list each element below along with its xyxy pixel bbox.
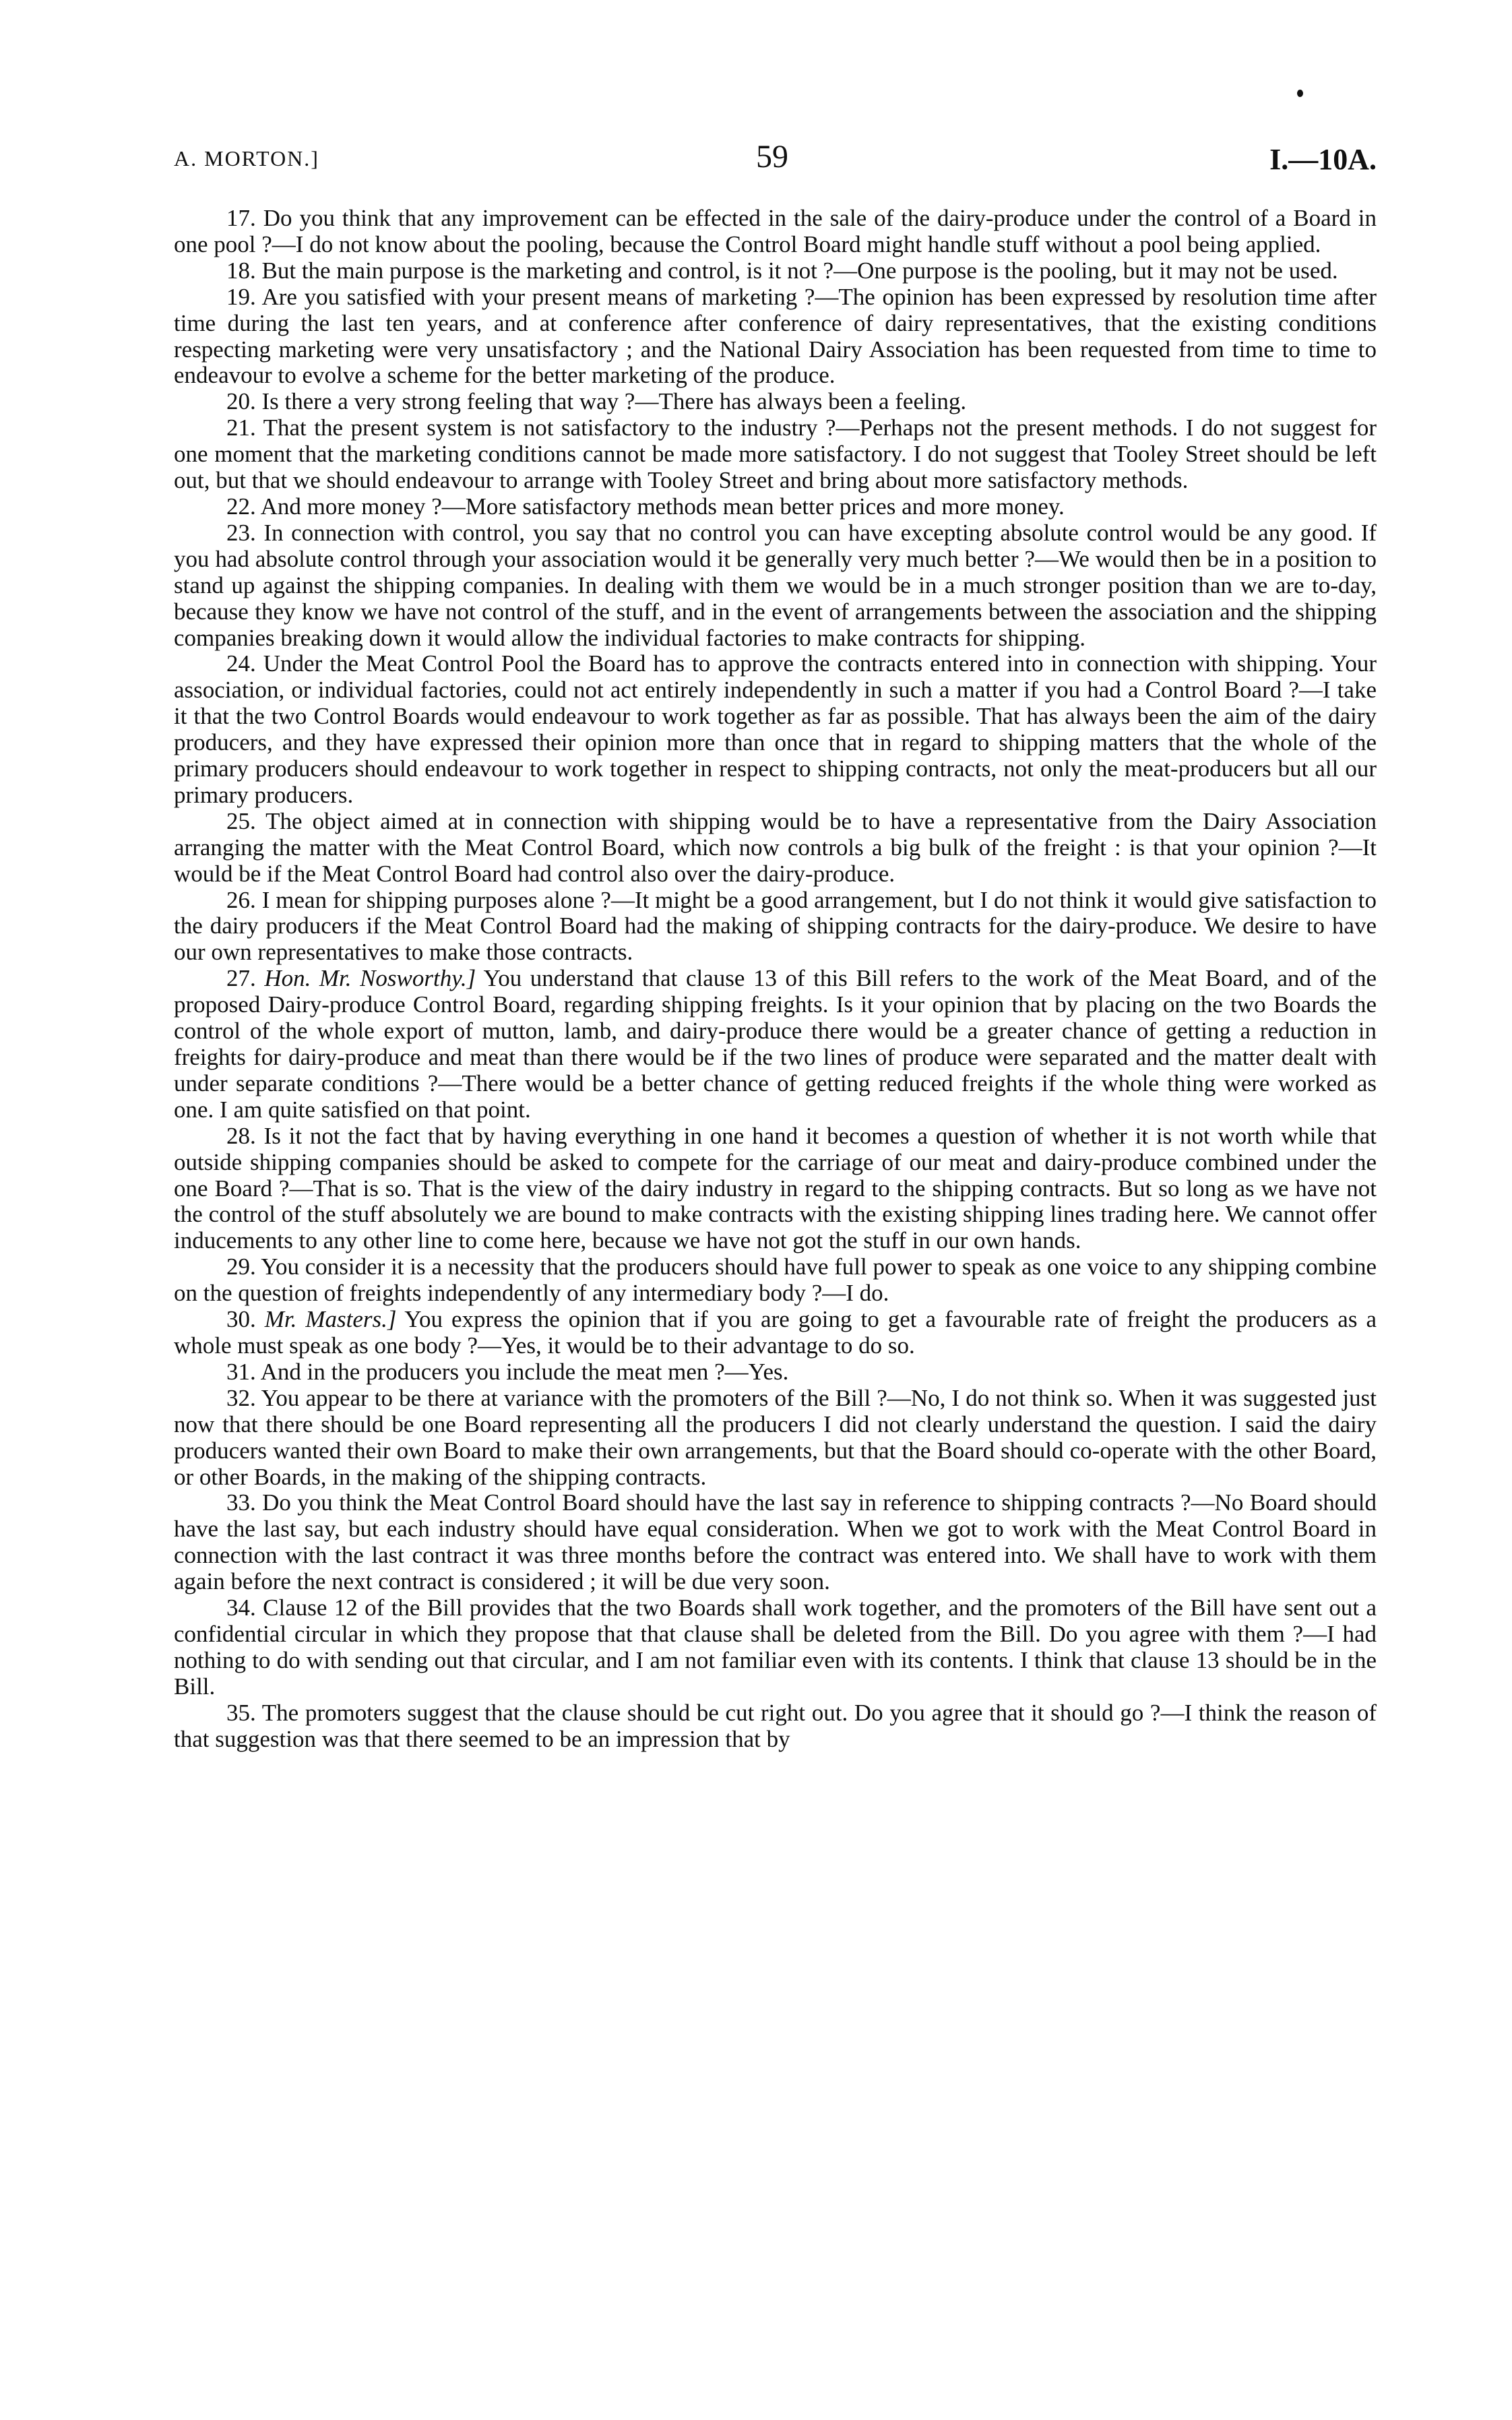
question-text: Clause 12 of the Bill provides that the two Boards shall work together, and the promoters of the Bill have sent out a confidential circular in which they propose that that clause shall be deleted from the Bill. Do you agree with them ?—I had nothing to do with sending out that circular, and I am not familiar even with its contents. I think that clause 13 should be in the Bill. xyxy=(174,1594,1377,1700)
question-text: The promoters suggest that the clause should be cut right out. Do you agree that it should go ?—I think the reason of that suggestion was that there seemed to be an impression that by xyxy=(174,1699,1377,1752)
question-text: Do you think that any improvement can be effected in the sale of the dairy-produce under the control of a Board in one pool ?—I do not know about the pooling, because the Control Board might handle stuff without a pool being applied. xyxy=(174,205,1377,257)
question-text: But the main purpose is the marketing and control, is it not ?—One purpose is the pooling, but it may not be used. xyxy=(261,257,1338,284)
question-number: 33. xyxy=(226,1489,256,1516)
question-paragraph xyxy=(174,494,1377,520)
question-text: I mean for shipping purposes alone ?—It might be a good arrangement, but I do not think it would give satisfaction to the dairy producers if the Meat Control Board had the making of shipping contracts for the dairy-produce. We desire to have our own representatives to make those contracts. xyxy=(174,886,1377,966)
question-paragraph xyxy=(174,1307,1377,1359)
question-paragraph xyxy=(174,520,1377,652)
question-paragraph xyxy=(174,1386,1377,1491)
question-text: Is there a very strong feeling that way ?—There has always been a feeling. xyxy=(261,388,967,415)
question-paragraph xyxy=(174,1123,1377,1255)
question-text: Do you think the Meat Control Board should have the last say in reference to shipping contracts ?—No Board should have the last say, but each industry should have equal consideration. When we got to work with the Meat Control Board in connection with the last contract it was three months before the contract was entered into. We shall have to work with them again before the next contract is considered ; it will be due very soon. xyxy=(174,1489,1377,1595)
question-number: 34. xyxy=(226,1594,256,1621)
question-paragraph xyxy=(174,809,1377,888)
question-text: That the present system is not satisfactory to the industry ?—Perhaps not the present methods. I do not suggest for one moment that the marketing conditions cannot be made more satisfactory. I do not suggest that Tooley Street should be left out, but that we should endeavour to arrange with Tooley Street and bring about more satisfactory methods. xyxy=(174,414,1377,494)
question-text: And more money ?—More satisfactory methods mean better prices and more money. xyxy=(260,493,1065,520)
page-number: 59 xyxy=(756,139,788,175)
question-number: 21. xyxy=(226,414,256,441)
question-paragraph xyxy=(174,415,1377,494)
speaker-name: Hon. Mr. Nosworthy.] xyxy=(264,965,476,992)
question-paragraph xyxy=(174,888,1377,966)
question-number: 25. xyxy=(226,807,256,834)
question-number: 35. xyxy=(226,1699,256,1726)
question-text: In connection with control, you say that no control you can have excepting absolute control would be any good. If you had absolute control through your association would it be generally very much better ?—We would then be in a position to stand up against the shipping companies. In dealing with them we would be in a much stronger position than we are to-day, because they know we have not control of the stuff, and in the event of arrangements between the association and the shipping companies breaking down it would allow the individual factories to make contracts for shipping. xyxy=(174,519,1377,651)
question-paragraph xyxy=(174,1490,1377,1595)
question-number: 31. xyxy=(226,1358,256,1385)
question-number: 17. xyxy=(226,205,256,231)
question-paragraph xyxy=(174,258,1377,284)
question-paragraph xyxy=(174,1254,1377,1307)
question-paragraph xyxy=(174,651,1377,808)
question-number: 24. xyxy=(226,650,256,677)
question-text: Is it not the fact that by having everything in one hand it becomes a question of whether it is not worth while that outside shipping companies should be asked to compete for the carriage of our meat and dairy-produce combined under the one Board ?—That is so. That is the view of the dairy industry in regard to the shipping contracts. But so long as we have not the control of the stuff absolutely we are bound to make contracts with the existing shipping lines trading here. We cannot offer inducements to any other line to come here, because we have not got the stuff in our own hands. xyxy=(174,1122,1377,1254)
question-text: The object aimed at in connection with shipping would be to have a representative from the Dairy Association arranging the matter with the Meat Control Board, which now controls a big bulk of the freight : is that your opinion ?—It would be if the Meat Control Board had control also over the dairy-produce. xyxy=(174,807,1377,887)
ink-dot xyxy=(1297,90,1303,97)
question-number: 26. xyxy=(226,886,256,913)
question-number: 18. xyxy=(226,257,256,284)
question-number: 28. xyxy=(226,1122,256,1149)
question-number: 27. xyxy=(226,965,256,992)
question-number: 22. xyxy=(226,493,256,520)
question-paragraph xyxy=(174,1700,1377,1753)
question-paragraph xyxy=(174,1359,1377,1386)
question-text: Are you satisfied with your present means of marketing ?—The opinion has been expressed by resolution time after time during the last ten years, and at conference after conference of dairy representatives, that the existing conditions respecting marketing were very unsatisfactory ; and the National Dairy Association has been requested from time to time to endeavour to evolve a scheme for the better marketing of the produce. xyxy=(174,283,1377,389)
question-text: Under the Meat Control Pool the Board has to approve the contracts entered into in connection with shipping. Your association, or individual factories, could not act entirely independently in such a matter if you had a Control Board ?—I take it that the two Control Boards would endeavour to work together as far as possible. That has always been the aim of the dairy producers, and they have expressed their opinion more than once that in regard to shipping matters that the whole of the primary producers should endeavour to work together in respect to shipping contracts, not only the meat-producers but all our primary producers. xyxy=(174,650,1377,808)
question-text: You consider it is a necessity that the producers should have full power to speak as one voice to any shipping combine on the question of freights independently of any intermediary body ?—I do. xyxy=(174,1253,1377,1307)
question-number: 20. xyxy=(226,388,256,415)
header-witness-name: A. MORTON.] xyxy=(174,146,319,170)
question-paragraph xyxy=(174,1595,1377,1700)
question-text: You express the opinion that if you are going to get a favourable rate of freight the producers as a whole must speak as one body ?—Yes, it would be to their advantage to do so. xyxy=(174,1306,1377,1359)
header-document-code: I.—10A. xyxy=(1269,143,1377,176)
question-number: 30. xyxy=(226,1306,256,1333)
speaker-name: Mr. Masters.] xyxy=(264,1306,397,1333)
question-paragraph xyxy=(174,966,1377,1123)
question-paragraph xyxy=(174,389,1377,415)
question-number: 19. xyxy=(226,283,256,310)
question-paragraph xyxy=(174,206,1377,258)
question-text: You appear to be there at variance with the promoters of the Bill ?—No, I do not think so. When it was suggested just now that there should be one Board representing all the producers I did not clearly understand the question. I said the dairy producers wanted their own Board to make their own arrangements, but that the Board should co-operate with the other Board, or other Boards, in the making of the shipping contracts. xyxy=(174,1384,1377,1490)
question-text: You understand that clause 13 of this Bill refers to the work of the Meat Board, and of the proposed Dairy-produce Control Board, regarding shipping freights. Is it your opinion that by placing on the two Boards the control of the whole export of mutton, lamb, and dairy-produce there would be a greater chance of getting a reduction in freights for dairy-produce and meat than there would be if the two lines of produce were separated and the matter dealt with under separate conditions ?—There would be a better chance of getting reduced freights if the whole thing were worked as one. I am quite satisfied on that point. xyxy=(174,965,1377,1123)
question-number: 29. xyxy=(226,1253,256,1280)
question-text: And in the producers you include the meat men ?—Yes. xyxy=(260,1358,789,1385)
testimony-body xyxy=(174,206,1377,1752)
question-paragraph xyxy=(174,284,1377,390)
question-number: 32. xyxy=(226,1384,256,1411)
question-number: 23. xyxy=(226,519,256,546)
page-header xyxy=(174,138,1377,185)
